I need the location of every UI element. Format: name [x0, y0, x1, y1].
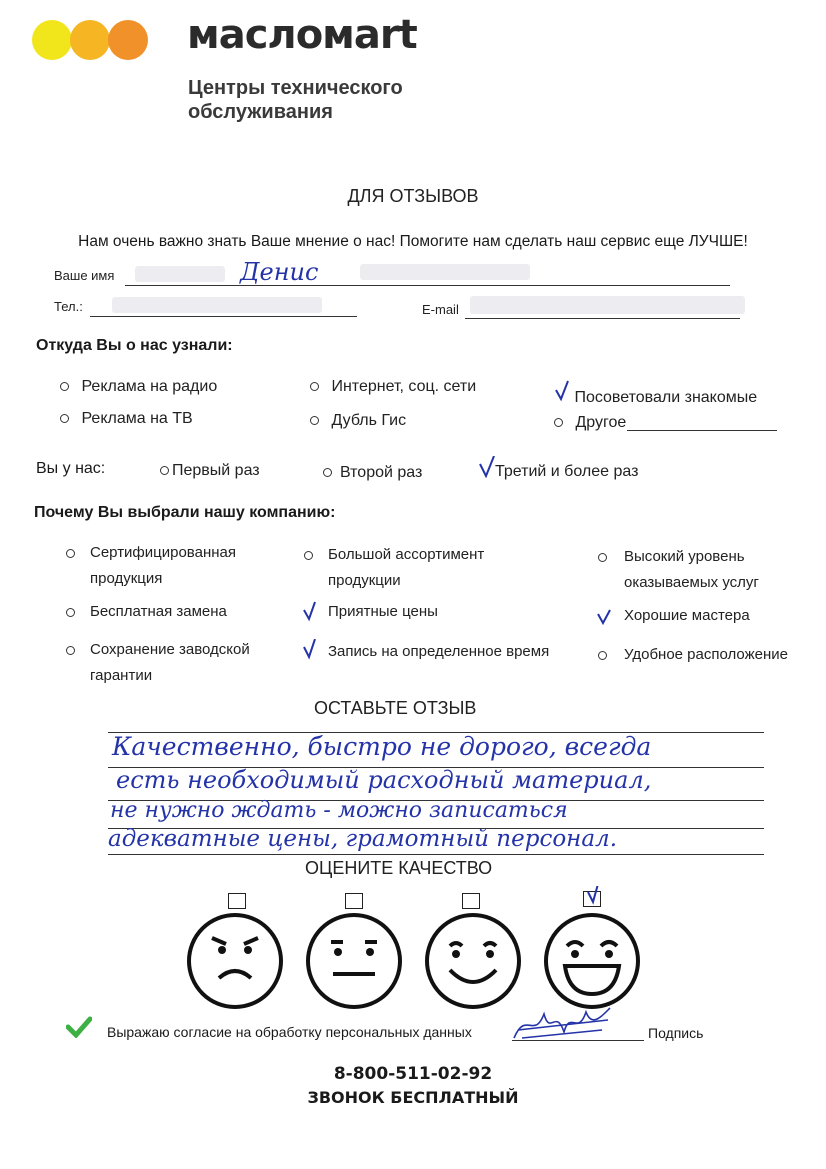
review-text-line-2: есть необходимый расходный материал, — [116, 766, 652, 794]
name-label: Ваше имя — [54, 268, 115, 283]
source-heading: Откуда Вы о нас узнали: — [36, 337, 233, 354]
reason-label-2: продукция — [90, 570, 163, 587]
source-option-label: Дубль Гис — [331, 412, 407, 429]
radio-circle — [304, 551, 313, 560]
logo-dot-yellow — [32, 20, 72, 60]
visits-heading: Вы у нас: — [36, 460, 106, 477]
reason-nice-prices[interactable] — [302, 599, 438, 625]
radio-circle — [598, 553, 607, 562]
logo-dots — [32, 20, 148, 65]
surname-redaction — [360, 264, 530, 280]
radio-circle — [160, 466, 169, 475]
name-redaction — [135, 266, 225, 282]
rating-checkbox-smile[interactable] — [462, 893, 480, 909]
visit-third-plus[interactable] — [479, 456, 638, 483]
reason-assortment[interactable] — [304, 542, 484, 594]
rating-checkbox-angry[interactable] — [228, 893, 246, 909]
radio-circle — [310, 416, 319, 425]
review-area[interactable] — [108, 730, 764, 860]
reason-free-replacement[interactable] — [66, 599, 227, 625]
visit-second[interactable] — [323, 464, 422, 482]
reason-label-1: Удобное расположение — [624, 646, 788, 663]
source-radio-tv[interactable] — [60, 410, 193, 428]
email-redaction — [470, 296, 745, 314]
source-2gis[interactable] — [310, 412, 406, 430]
reason-label-1: Высокий уровень — [624, 548, 745, 565]
footer-phone[interactable]: 8-800-511-02-92 — [333, 1064, 493, 1084]
subtitle-line-2: обслуживания — [188, 101, 333, 123]
handwritten-check-icon — [596, 604, 612, 626]
review-heading: ОСТАВЬТЕ ОТЗЫВ — [314, 698, 477, 718]
green-check-icon — [66, 1016, 92, 1038]
reason-location[interactable] — [598, 642, 788, 668]
face-neutral-icon[interactable] — [305, 912, 403, 1015]
brand-subtitle — [188, 76, 403, 124]
reason-appointment[interactable] — [302, 639, 549, 665]
source-other-field[interactable] — [627, 430, 777, 431]
handwritten-check-icon — [302, 639, 318, 661]
source-option-label: Реклама на радио — [81, 378, 218, 395]
form-intro: Нам очень важно знать Ваше мнение о нас! Помогите нам сделать наш сервис еще ЛУЧШЕ! — [78, 233, 748, 250]
visit-option-label: Первый раз — [172, 462, 260, 479]
reason-good-masters[interactable] — [596, 603, 750, 629]
radio-circle — [598, 651, 607, 660]
reason-label-2: гарантии — [90, 667, 153, 684]
brand-logo: масломаrt — [187, 12, 417, 58]
radio-circle — [60, 414, 69, 423]
name-field[interactable] — [125, 285, 730, 286]
radio-circle — [323, 468, 332, 477]
visit-option-label: Третий и более раз — [495, 463, 639, 480]
source-radio-ad[interactable] — [60, 378, 217, 396]
reason-label-1: Сертифицированная — [90, 544, 236, 561]
reason-warranty[interactable] — [66, 637, 250, 689]
rating-checkbox-laugh[interactable] — [583, 891, 601, 907]
logo-dot-amber — [70, 20, 110, 60]
review-line — [108, 854, 764, 855]
phone-label: Тел.: — [54, 299, 83, 314]
radio-circle — [66, 608, 75, 617]
face-laugh-icon[interactable] — [543, 912, 641, 1015]
source-option-label: Интернет, соц. сети — [331, 378, 477, 395]
email-field[interactable] — [465, 318, 740, 319]
reason-label-1: Хорошие мастера — [624, 607, 750, 624]
handwritten-check-icon — [554, 380, 570, 402]
reason-label-1: Запись на определенное время — [328, 643, 550, 660]
form-title: ДЛЯ ОТЗЫВОВ — [347, 186, 479, 206]
source-option-label: Другое — [575, 414, 627, 431]
reasons-heading: Почему Вы выбрали нашу компанию: — [34, 504, 336, 521]
review-text-line-4: адекватные цены, грамотный персонал. — [108, 826, 617, 852]
signature-scribble — [512, 1002, 612, 1044]
source-option-label: Посоветовали знакомые — [574, 389, 758, 406]
phone-field[interactable] — [90, 316, 357, 317]
reason-label-1: Сохранение заводской — [90, 641, 250, 658]
handwritten-check-icon — [586, 886, 602, 906]
reason-label-2: продукции — [328, 572, 401, 589]
reason-label-2: оказываемых услуг — [624, 574, 759, 591]
radio-circle — [66, 549, 75, 558]
footer-note: ЗВОНОК БЕСПЛАТНЫЙ — [307, 1088, 519, 1107]
name-value: Денис — [240, 258, 319, 286]
source-internet[interactable] — [310, 378, 476, 396]
reason-service-level[interactable] — [598, 544, 759, 596]
rating-checkbox-neutral[interactable] — [345, 893, 363, 909]
source-option-label: Реклама на ТВ — [81, 410, 193, 427]
review-text-line-1: Качественно, быстро не дорого, всегда — [112, 732, 652, 761]
reason-certified[interactable] — [66, 540, 236, 592]
review-text-line-3: не нужно ждать - можно записаться — [110, 798, 568, 823]
email-label: E-mail — [422, 302, 459, 317]
rating-heading: ОЦЕНИТЕ КАЧЕСТВО — [305, 858, 493, 878]
subtitle-line-1: Центры технического — [188, 77, 403, 99]
logo-dot-orange — [108, 20, 148, 60]
reason-label-1: Бесплатная замена — [90, 603, 227, 620]
radio-circle — [310, 382, 319, 391]
visit-first[interactable] — [160, 462, 260, 480]
face-angry-icon[interactable] — [186, 912, 284, 1015]
phone-redaction — [112, 297, 322, 313]
radio-circle — [66, 646, 75, 655]
consent-text: Выражаю согласие на обработку персональных данных — [107, 1024, 472, 1040]
source-friends[interactable] — [554, 380, 757, 407]
source-other[interactable] — [554, 414, 626, 432]
visit-option-label: Второй раз — [340, 464, 423, 481]
signature-label: Подпись — [648, 1025, 704, 1041]
radio-circle — [554, 418, 563, 427]
radio-circle — [60, 382, 69, 391]
reason-label-1: Большой ассортимент — [328, 546, 485, 563]
handwritten-check-icon — [479, 456, 495, 478]
reason-label-1: Приятные цены — [328, 603, 438, 620]
face-smile-icon[interactable] — [424, 912, 522, 1015]
handwritten-check-icon — [302, 600, 318, 622]
